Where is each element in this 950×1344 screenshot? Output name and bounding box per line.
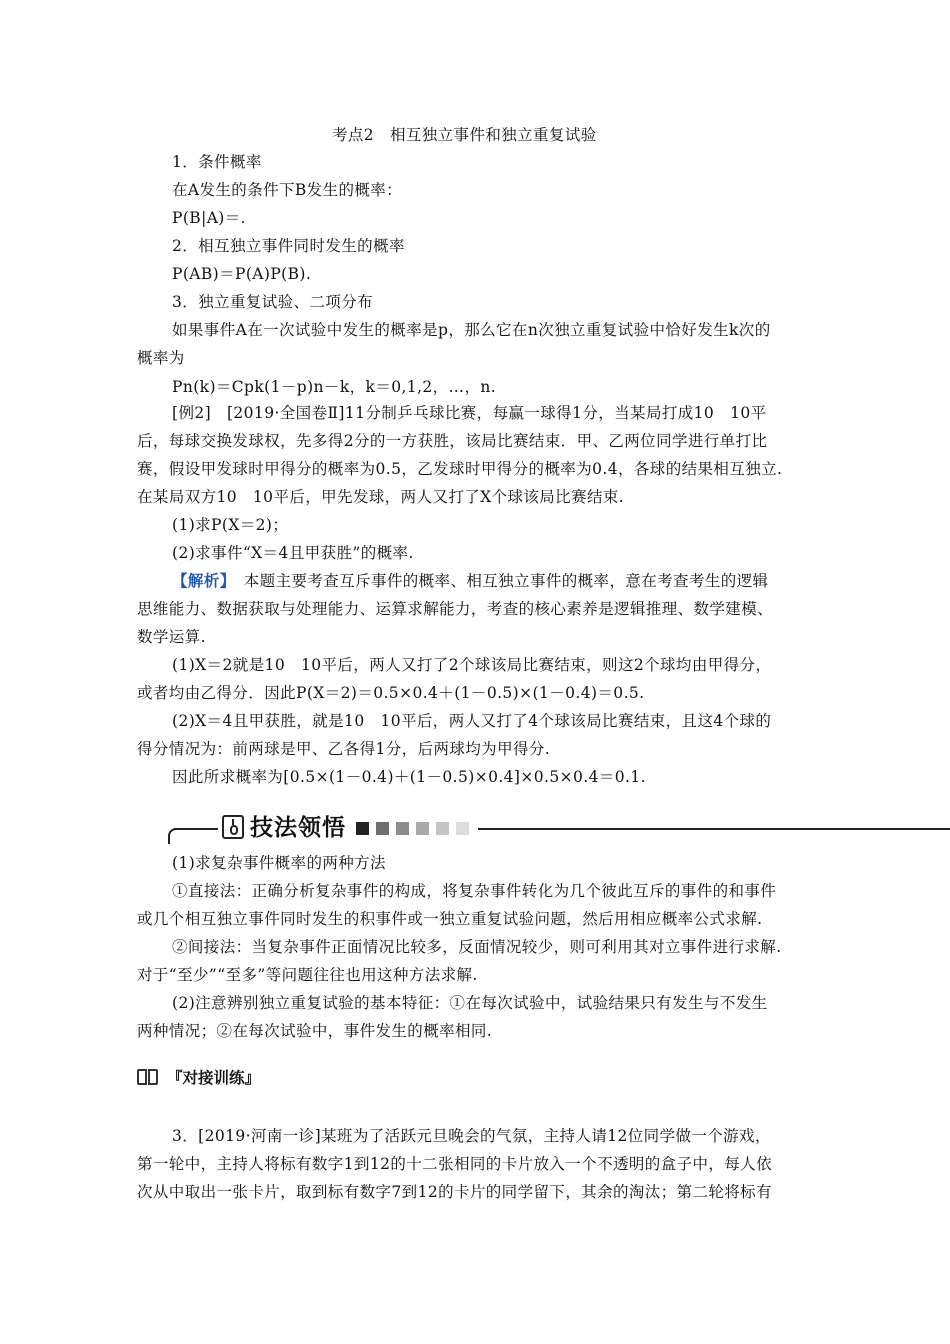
- method-line: ①直接法：正确分析复杂事件的构成，将复杂事件转化为几个彼此互斥的事件的和事件: [172, 882, 777, 900]
- method-line: 或几个相互独立事件同时发生的积事件或一独立重复试验问题，然后用相应概率公式求解.: [137, 910, 763, 928]
- text-line: 在A发生的条件下B发生的概率：: [172, 181, 403, 199]
- text-line: P(B|A)＝.: [172, 209, 246, 227]
- analysis-line: 思维能力、数据获取与处理能力、运算求解能力，考查的核心素养是逻辑推理、数学建模、: [137, 600, 774, 618]
- solution-line: (1)X＝2就是10 10平后，两人又打了2个球该局比赛结束，则这2个球均由甲得分，: [172, 656, 772, 674]
- text-line: P(AB)＝P(A)P(B).: [172, 265, 312, 283]
- text-line: 概率为: [137, 349, 185, 367]
- book-icon: [137, 1069, 161, 1087]
- analysis-line: [172, 571, 768, 591]
- banner-square-6: [456, 822, 469, 835]
- example-line: 在某局双方10 10平后，甲先发球，两人又打了X个球该局比赛结束.: [137, 488, 625, 506]
- exercise-line: 3．[2019·河南一诊]某班为了活跃元旦晚会的气氛，主持人请12位同学做一个游戏，: [172, 1127, 771, 1145]
- lock-icon: [222, 815, 244, 839]
- banner-left-corner: [168, 828, 178, 844]
- method-line: (2)注意辨别独立重复试验的基本特征：①在每次试验中，试验结果只有发生与不发生: [172, 994, 768, 1012]
- formula-line: Pn(k)＝Cpk(1－p)n－k，k＝0,1,2，…，n.: [172, 378, 497, 396]
- analysis-tag: 【解析】: [172, 571, 228, 590]
- section-heading: 考点2 相互独立事件和独立重复试验: [332, 126, 597, 144]
- banner-title: 技法领悟: [250, 815, 346, 841]
- method-line: (1)求复杂事件概率的两种方法: [172, 854, 386, 872]
- banner-square-1: [356, 822, 369, 835]
- exercise-line: 第一轮中，主持人将标有数字1到12的十二张相同的卡片放入一个不透明的盒子中，每人依: [137, 1155, 772, 1173]
- exercise-line: 次从中取出一张卡片，取到标有数字7到12的卡片的同学留下，其余的淘汰；第二轮将标有: [137, 1183, 772, 1201]
- skill-banner: [168, 812, 804, 848]
- method-line: ②间接法：当复杂事件正面情况比较多，反面情况较少，则可利用其对立事件进行求解.: [172, 938, 782, 956]
- text-line: 1．条件概率: [172, 153, 262, 171]
- solution-line: 得分情况为：前两球是甲、乙各得1分，后两球均为甲得分.: [137, 740, 551, 758]
- banner-square-3: [396, 822, 409, 835]
- example-line: [例2] [2019·全国卷Ⅱ]11分制乒乓球比赛，每赢一球得1分，当某局打成10 10平: [172, 404, 767, 422]
- banner-rule-right: [478, 828, 950, 830]
- example-line: 赛，假设甲发球时甲得分的概率为0.5，乙发球时甲得分的概率为0.4，各球的结果相互独立.: [137, 460, 783, 478]
- banner-square-5: [436, 822, 449, 835]
- banner-rule-left: [174, 828, 218, 830]
- solution-line: (2)X＝4且甲获胜，就是10 10平后，两人又打了4个球该局比赛结束，且这4个球的: [172, 712, 772, 730]
- analysis-text: 本题主要考查互斥事件的概率、相互独立事件的概率，意在考查考生的逻辑: [227, 572, 769, 590]
- analysis-line: 数学运算.: [137, 628, 206, 646]
- text-line: 3．独立重复试验、二项分布: [172, 293, 374, 311]
- solution-line: 因此所求概率为[0.5×(1－0.4)＋(1－0.5)×0.4]×0.5×0.4＝0.1.: [172, 768, 646, 786]
- text-line: 2．相互独立事件同时发生的概率: [172, 237, 405, 255]
- solution-line: 或者均由乙得分．因此P(X＝2)＝0.5×0.4＋(1－0.5)×(1－0.4)＝0.5.: [137, 684, 645, 702]
- text-line: 如果事件A在一次试验中发生的概率是p，那么它在n次独立重复试验中恰好发生k次的: [172, 321, 771, 339]
- banner-square-2: [376, 822, 389, 835]
- training-label: 『对接训练』: [167, 1068, 261, 1087]
- question-line: (1)求P(X＝2)；: [172, 516, 289, 534]
- question-line: (2)求事件“X＝4且甲获胜”的概率.: [172, 544, 414, 562]
- banner-square-4: [416, 822, 429, 835]
- method-line: 两种情况；②在每次试验中，事件发生的概率相同.: [137, 1022, 493, 1040]
- method-line: 对于“至少”“至多”等问题往往也用这种方法求解.: [137, 966, 478, 984]
- example-line: 后，每球交换发球权，先多得2分的一方获胜，该局比赛结束．甲、乙两位同学进行单打比: [137, 432, 768, 450]
